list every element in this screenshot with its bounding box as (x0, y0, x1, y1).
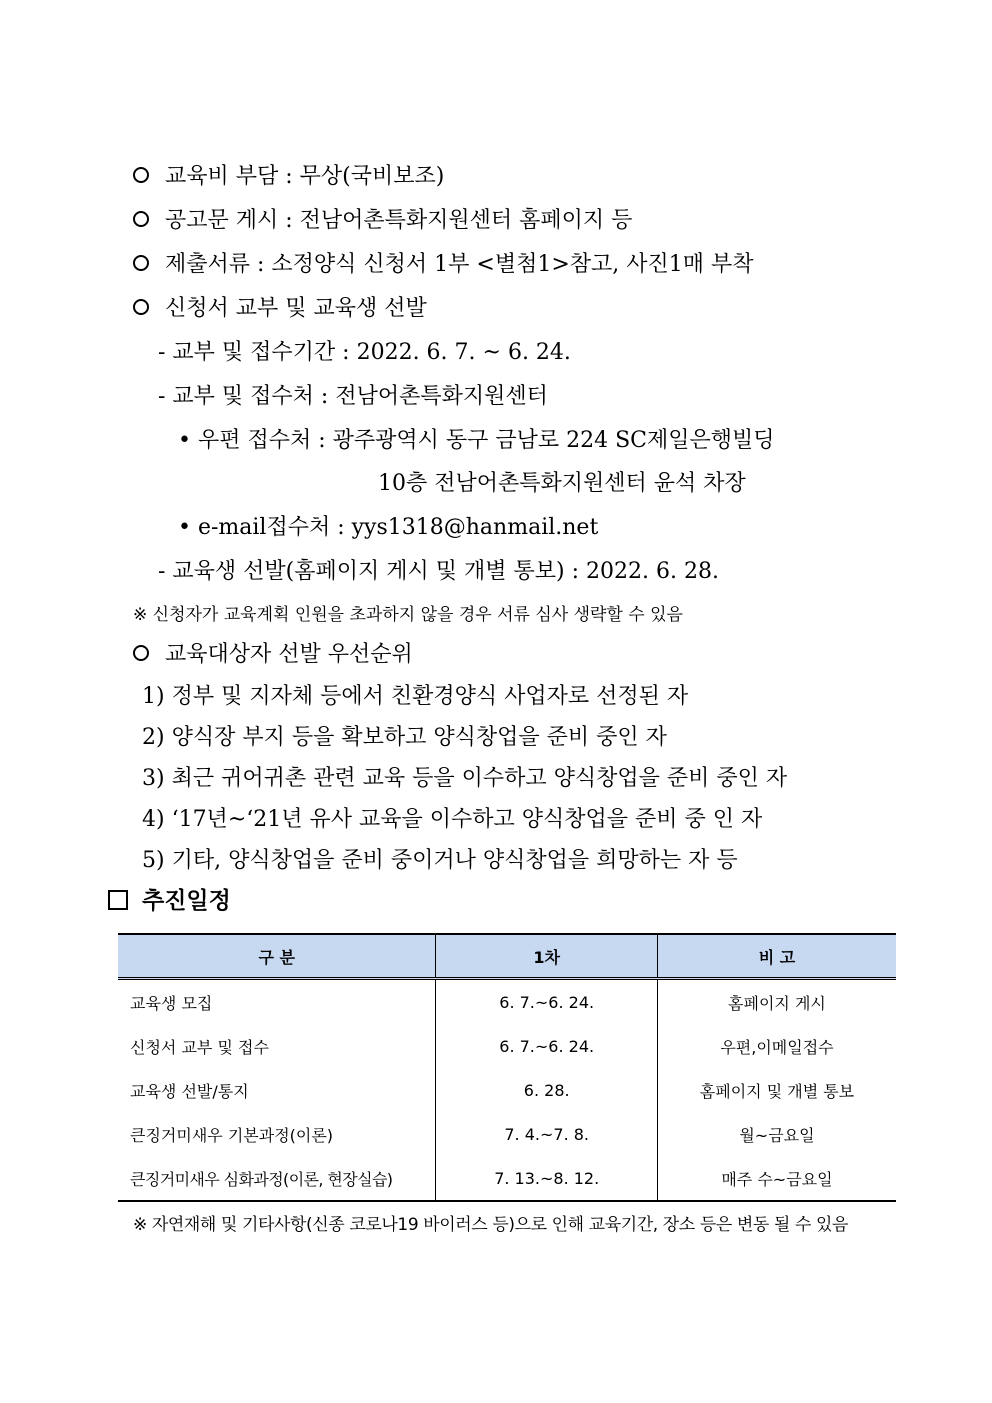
cell-period: 6. 7.~6. 24. (436, 979, 658, 1025)
sub-period: - 교부 및 접수기간 : 2022. 6. 7. ~ 6. 24. (158, 340, 571, 365)
item-application: 신청서 교부 및 교육생 선발 (133, 294, 427, 324)
circle-bullet-icon (133, 167, 149, 183)
header-remarks: 비 고 (657, 934, 896, 979)
table-row (118, 1156, 896, 1201)
item-announcement: 공고문 게시 : 전남어촌특화지원센터 홈페이지 등 (133, 206, 632, 236)
table-row (118, 1024, 896, 1068)
sub-selection: - 교육생 선발(홈페이지 게시 및 개별 통보) : 2022. 6. 28. (158, 559, 719, 584)
sub-place: - 교부 및 접수처 : 전남어촌특화지원센터 (158, 384, 548, 409)
circle-bullet-icon (133, 299, 149, 315)
table-row (118, 979, 896, 1025)
cell-category: 큰징거미새우 심화과정(이론, 현장실습) (118, 1156, 436, 1201)
table-row (118, 1068, 896, 1112)
header-category: 구 분 (118, 934, 436, 979)
mail-address-line1: • 우편 접수처 : 광주광역시 동구 금남로 224 SC제일은행빌딩 (178, 428, 775, 453)
note-disclaimer: ※ 자연재해 및 기타사항(신종 코로나19 바이러스 등)으로 인해 교육기간, 장소 등은 변동 될 수 있음 (133, 1215, 849, 1235)
cell-period: 6. 7.~6. 24. (436, 1024, 658, 1068)
cell-category: 신청서 교부 및 접수 (130, 1037, 269, 1057)
priority-item: 5) 기타, 양식창업을 준비 중이거나 양식창업을 희망하는 자 등 (142, 848, 738, 873)
cell-period: 7. 4.~7. 8. (436, 1112, 658, 1156)
circle-bullet-icon (133, 211, 149, 227)
item-documents: 제출서류 : 소정양식 신청서 1부 <별첨1>참고, 사진1매 부착 (133, 250, 754, 280)
note-application: ※ 신청자가 교육계획 인원을 초과하지 않을 경우 서류 심사 생략할 수 있음 (133, 605, 683, 625)
table-header-row (118, 934, 896, 979)
circle-bullet-icon (133, 255, 149, 271)
cell-period: 7. 13.~8. 12. (436, 1156, 658, 1201)
item-education-fee: 교육비 부담 : 무상(국비보조) (133, 162, 444, 192)
schedule-table (118, 933, 896, 1202)
section-title: 추진일정 (108, 886, 231, 916)
cell-remarks: 매주 수~금요일 (657, 1156, 896, 1201)
cell-category: 교육생 모집 (130, 993, 213, 1013)
square-bullet-icon (108, 890, 128, 910)
cell-category: 교육생 선발/통지 (130, 1081, 249, 1101)
cell-period: 6. 28. (436, 1068, 658, 1112)
mail-address-line2: 10층 전남어촌특화지원센터 윤석 차장 (378, 471, 746, 496)
priority-title: 교육대상자 선발 우선순위 (133, 640, 413, 670)
table-row (118, 1112, 896, 1156)
cell-remarks: 홈페이지 및 개별 통보 (657, 1068, 896, 1112)
header-round1: 1차 (436, 934, 658, 979)
priority-item: 4) ‘17년~‘21년 유사 교육을 이수하고 양식창업을 준비 중 인 자 (142, 807, 763, 832)
priority-item: 3) 최근 귀어귀촌 관련 교육 등을 이수하고 양식창업을 준비 중인 자 (142, 766, 788, 791)
circle-bullet-icon (133, 645, 149, 661)
priority-item: 2) 양식장 부지 등을 확보하고 양식창업을 준비 중인 자 (142, 725, 667, 750)
priority-item: 1) 정부 및 지자체 등에서 친환경양식 사업자로 선정된 자 (142, 684, 689, 709)
cell-remarks: 홈페이지 게시 (657, 979, 896, 1025)
cell-remarks: 월~금요일 (657, 1112, 896, 1156)
cell-remarks: 우편,이메일접수 (657, 1024, 896, 1068)
email-line: • e-mail접수처 : yys1318@hanmail.net (178, 515, 599, 540)
cell-category: 큰징거미새우 기본과정(이론) (130, 1125, 334, 1145)
